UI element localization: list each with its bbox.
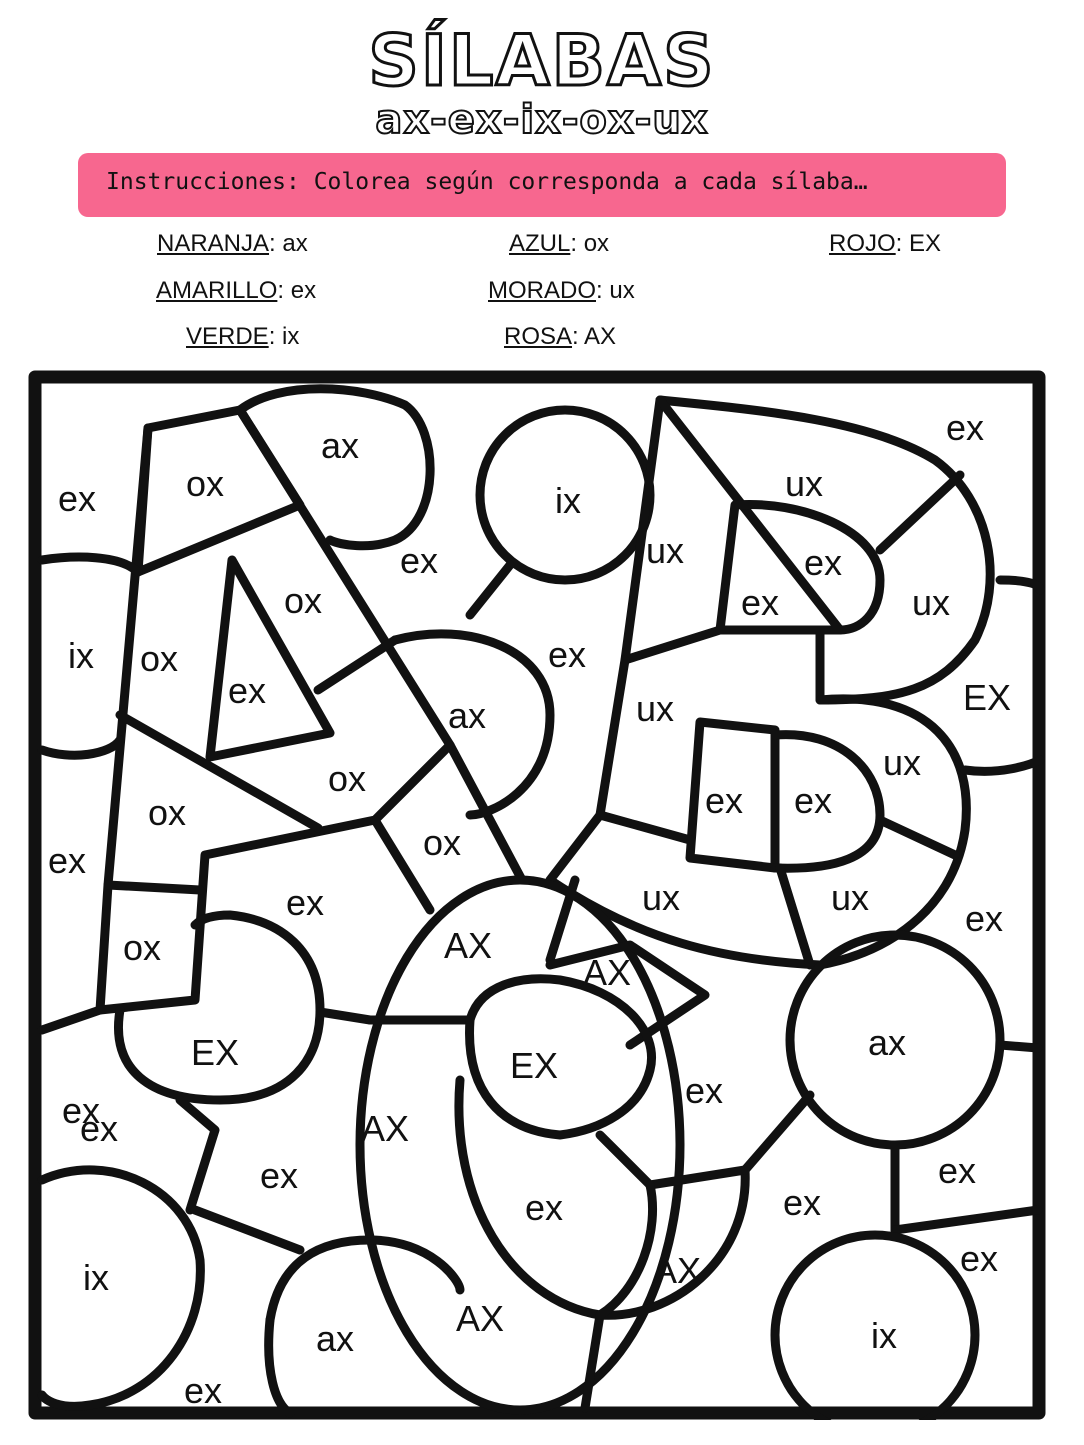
- board-label: AX: [653, 1250, 702, 1291]
- board-label: ex: [960, 1238, 999, 1279]
- a-bump-join: [318, 640, 395, 690]
- board-label: ox: [423, 822, 462, 863]
- worksheet-subtitle: ax-ex-ix-ox-ux: [375, 97, 709, 143]
- board-label: ux: [646, 530, 685, 571]
- board-label: ex: [705, 780, 744, 821]
- board-label: ex: [946, 407, 985, 448]
- board-label: ux: [642, 877, 681, 918]
- board-label: ox: [284, 580, 323, 621]
- circle-ax-bottom-left: [269, 1320, 290, 1413]
- board-label: ox: [140, 638, 179, 679]
- legend-color-name: AZUL: [509, 230, 571, 257]
- left-arc-top: [42, 557, 138, 572]
- legend-item-rojo: ROJO: EX: [829, 230, 942, 257]
- board-label: ex: [80, 1108, 119, 1149]
- instructions-banner: [78, 153, 1006, 217]
- board-label: ex: [804, 542, 843, 583]
- board-label: ex: [228, 670, 267, 711]
- a-foot-line: [108, 885, 200, 890]
- board-label: ax: [448, 695, 487, 736]
- legend-color-name: VERDE: [186, 323, 269, 350]
- board-label: AX: [456, 1298, 505, 1339]
- board-label: ux: [831, 877, 870, 918]
- coloring-board: [28, 370, 1046, 1420]
- board-label: ex: [400, 540, 439, 581]
- circle-ix-left: [42, 1170, 200, 1406]
- left-ex-line: [180, 1100, 215, 1210]
- board-label: ax: [868, 1022, 907, 1063]
- shape-ax-right: [600, 1185, 653, 1315]
- b-mid-line: [600, 815, 690, 840]
- board-label: ex: [525, 1187, 564, 1228]
- right-arc-a: [1000, 580, 1040, 590]
- legend-item-amarillo: AMARILLO: ex: [156, 277, 317, 304]
- board-label: ex: [783, 1182, 822, 1223]
- board-label: ex: [286, 882, 325, 923]
- a-lower-line: [375, 820, 430, 910]
- legend-item-rosa: ROSA: AX: [504, 323, 617, 350]
- legend-color-name: NARANJA: [157, 230, 270, 257]
- board-label: ex: [58, 478, 97, 519]
- board-label: ex: [62, 1090, 101, 1131]
- board-label: ex: [938, 1150, 977, 1191]
- legend-item-morado: MORADO: ux: [488, 277, 635, 304]
- legend-item-naranja: NARANJA: ax: [157, 230, 308, 257]
- board-label: AX: [583, 952, 632, 993]
- board-label: ex: [685, 1070, 724, 1111]
- left-lower-join: [42, 1010, 100, 1030]
- board-frame: [35, 377, 1039, 1413]
- board-label: ix: [83, 1257, 109, 1298]
- worksheet-title: SÍLABAS: [368, 20, 716, 102]
- board-label: ex: [548, 634, 587, 675]
- right-edge-line: [1000, 1045, 1038, 1048]
- board-label: ix: [68, 635, 94, 676]
- board-label: ix: [871, 1315, 897, 1356]
- legend-syllable: AX: [584, 323, 617, 350]
- board-label: ax: [316, 1318, 355, 1359]
- right-connector: [745, 1095, 810, 1170]
- legend-color-name: MORADO: [488, 277, 596, 304]
- board-label: ox: [123, 927, 162, 968]
- board-label: EX: [963, 677, 1012, 718]
- b-bottom-lobe: [550, 660, 966, 965]
- board-label: ex: [184, 1370, 223, 1411]
- oval-left-join: [320, 1012, 370, 1020]
- b-lower-spoke: [780, 868, 810, 965]
- right-horizontal: [895, 1210, 1038, 1230]
- legend-syllable: ix: [282, 323, 300, 350]
- board-label: ux: [883, 742, 922, 783]
- legend-syllable: EX: [909, 230, 942, 257]
- right-arc-b: [965, 760, 1040, 771]
- board-label: ox: [328, 758, 367, 799]
- board-label: ux: [785, 463, 824, 504]
- board-label: ex: [794, 780, 833, 821]
- legend-syllable: ex: [290, 277, 317, 304]
- left-arc-bottom: [42, 740, 120, 755]
- circle-EX-center: [470, 979, 652, 1135]
- legend-item-azul: AZUL: ox: [509, 230, 610, 257]
- legend-item-verde: VERDE: ix: [186, 323, 300, 350]
- b-top-spoke: [880, 475, 960, 550]
- board-label: ox: [148, 792, 187, 833]
- b-right-spoke: [880, 820, 955, 855]
- board-label: AX: [444, 925, 493, 966]
- bottom-connector: [195, 1210, 300, 1250]
- board-label: EX: [510, 1045, 559, 1086]
- instructions-text: Instrucciones: Colorea según corresponda a cada sílaba…: [106, 169, 868, 195]
- board-label: ux: [912, 582, 951, 623]
- board-label: ex: [965, 898, 1004, 939]
- legend-syllable: ux: [609, 277, 635, 304]
- board-label: ox: [186, 463, 225, 504]
- legend-syllable: ax: [282, 230, 308, 257]
- legend-syllable: ox: [583, 230, 610, 257]
- ix-stem: [470, 565, 510, 615]
- oval-bottom-cut: [585, 1315, 600, 1408]
- legend-color-name: ROSA: [504, 323, 573, 350]
- legend-color-name: AMARILLO: [156, 277, 278, 304]
- board-label: ex: [260, 1155, 299, 1196]
- board-label: ex: [741, 582, 780, 623]
- board-label: ax: [321, 425, 360, 466]
- board-label: ux: [636, 688, 675, 729]
- board-label: EX: [191, 1032, 240, 1073]
- board-label: AX: [361, 1108, 410, 1149]
- board-label: ex: [48, 840, 87, 881]
- legend-color-name: ROJO: [829, 230, 896, 257]
- board-label: ix: [555, 480, 581, 521]
